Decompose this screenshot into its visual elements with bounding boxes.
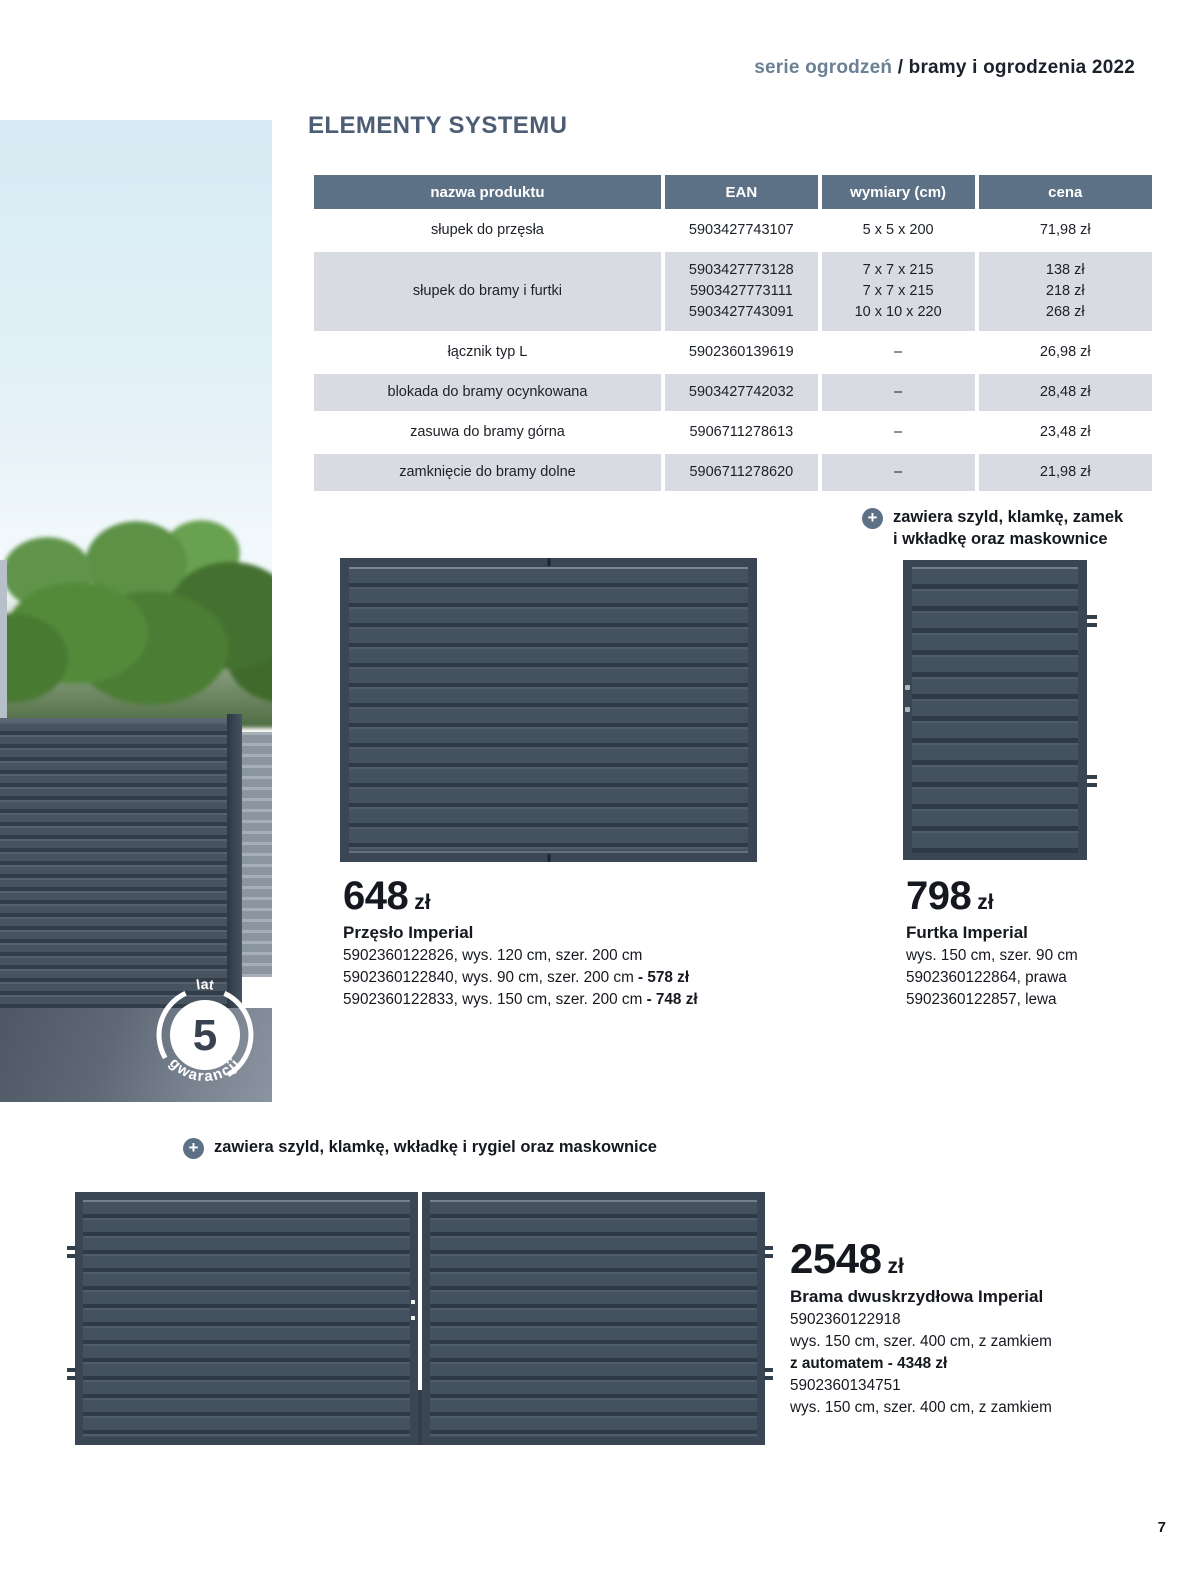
hinge-icon [1087, 615, 1097, 619]
brama-center-post [418, 1390, 422, 1445]
cell-dims: 7 x 7 x 215 7 x 7 x 215 10 x 10 x 220 [822, 252, 975, 331]
cell-price: 138 zł 218 zł 268 zł [979, 252, 1152, 331]
brama-variant: wys. 150 cm, szer. 400 cm, z zamkiem [790, 1333, 1052, 1351]
plus-icon: + [862, 508, 883, 529]
cell-price: 28,48 zł [979, 374, 1152, 411]
hinge-icon [67, 1368, 76, 1372]
handle-icon [905, 707, 910, 712]
hinge-icon [764, 1254, 773, 1258]
cell-name: łącznik typ L [314, 334, 661, 371]
cell-name: słupek do przęsła [314, 212, 661, 249]
cell-ean: 5903427773128 5903427773111 5903427743091 [665, 252, 818, 331]
cell-price: 71,98 zł [979, 212, 1152, 249]
furtka-image [903, 560, 1087, 860]
cell-price: 26,98 zł [979, 334, 1152, 371]
hinge-icon [67, 1254, 76, 1258]
col-header-name: nazwa produktu [314, 175, 661, 209]
przeslo-price-block [343, 876, 698, 1009]
brama-image [75, 1192, 765, 1445]
photo-fence-post [227, 714, 242, 1014]
cell-ean: 5906711278613 [665, 414, 818, 451]
handle-icon [905, 685, 910, 690]
fence-photo [0, 120, 272, 1102]
cell-price: 23,48 zł [979, 414, 1152, 451]
brama-left-panel [75, 1192, 418, 1445]
hinge-icon [1087, 623, 1097, 627]
cell-ean: 5906711278620 [665, 454, 818, 491]
note-furtka-text: zawiera szyld, klamkę, zamek i wkładkę oraz maskownice [893, 508, 1124, 549]
note-furtka [862, 506, 1123, 551]
przeslo-variant: 5902360122840, wys. 90 cm, szer. 200 cm - 578 zł [343, 969, 690, 987]
table-row [314, 334, 1152, 371]
furtka-name: Furtka Imperial [906, 923, 1028, 942]
photo-fence-far [242, 732, 272, 977]
svg-text:lat [195, 976, 215, 993]
cell-dims: 5 x 5 x 200 [822, 212, 975, 249]
hinge-icon [67, 1246, 76, 1250]
col-header-ean: EAN [665, 175, 818, 209]
furtka-price: 798 [906, 874, 972, 918]
badge-number: 5 [192, 1011, 218, 1060]
plus-icon: + [183, 1138, 204, 1159]
col-header-price: cena [979, 175, 1152, 209]
brama-price-block [790, 1235, 1052, 1418]
cell-ean: 5902360139619 [665, 334, 818, 371]
table-header-row [314, 175, 1152, 209]
lock-icon [411, 1316, 415, 1320]
brama-variant: 5902360122918 [790, 1311, 901, 1328]
furtka-variant: wys. 150 cm, szer. 90 cm [906, 947, 1078, 964]
mount-tick [547, 854, 550, 862]
breadcrumb-catalog: / bramy i ogrodzenia 2022 [897, 57, 1135, 78]
cell-name: zasuwa do bramy górna [314, 414, 661, 451]
badge-top-label: lat [195, 975, 215, 993]
mount-tick [547, 558, 550, 566]
brama-name: Brama dwuskrzydłowa Imperial [790, 1287, 1044, 1306]
cell-name: blokada do bramy ocynkowana [314, 374, 661, 411]
currency-label: zł [414, 891, 431, 914]
lock-icon [411, 1300, 415, 1304]
cell-price: 21,98 zł [979, 454, 1152, 491]
cell-dims: – [822, 414, 975, 451]
przeslo-image [340, 558, 757, 862]
cell-ean: 5903427743107 [665, 212, 818, 249]
table-row [314, 374, 1152, 411]
brama-price: 2548 [790, 1235, 882, 1282]
note-brama-text: zawiera szyld, klamkę, wkładkę i rygiel oraz maskownice [214, 1138, 657, 1156]
przeslo-price: 648 [343, 874, 409, 918]
photo-trees [0, 478, 272, 728]
furtka-variant: 5902360122864, prawa [906, 969, 1067, 987]
hinge-icon [764, 1368, 773, 1372]
hinge-icon [67, 1376, 76, 1380]
breadcrumb-series: serie ogrodzeń [754, 57, 898, 78]
hinge-icon [764, 1376, 773, 1380]
elements-table [310, 172, 1156, 494]
cell-dims: – [822, 374, 975, 411]
currency-label: zł [977, 891, 994, 914]
hinge-icon [1087, 775, 1097, 779]
brama-variant: 5902360134751 [790, 1377, 901, 1395]
brama-variant: z automatem - 4348 zł [790, 1355, 948, 1373]
table-row [314, 252, 1152, 331]
photo-fence [0, 718, 240, 1013]
currency-label: zł [887, 1255, 904, 1278]
przeslo-name: Przęsło Imperial [343, 923, 474, 942]
col-header-dims: wymiary (cm) [822, 175, 975, 209]
cell-dims: – [822, 334, 975, 371]
hinge-icon [764, 1246, 773, 1250]
furtka-price-block [906, 876, 1078, 1009]
badge-bottom-label: gwarancji [165, 1054, 245, 1086]
breadcrumb [754, 57, 1135, 79]
cell-ean: 5903427742032 [665, 374, 818, 411]
hinge-icon [1087, 783, 1097, 787]
brama-right-panel [422, 1192, 765, 1445]
cell-dims: – [822, 454, 975, 491]
table-row [314, 212, 1152, 249]
przeslo-variant: 5902360122833, wys. 150 cm, szer. 200 cm - 748 zł [343, 991, 698, 1009]
warranty-badge [145, 973, 265, 1093]
brama-variant: wys. 150 cm, szer. 400 cm, z zamkiem [790, 1399, 1052, 1417]
page-number: 7 [1157, 1519, 1166, 1536]
cell-name: słupek do bramy i furtki [314, 252, 661, 331]
przeslo-variant: 5902360122826, wys. 120 cm, szer. 200 cm [343, 947, 643, 964]
furtka-variant: 5902360122857, lewa [906, 991, 1057, 1009]
note-brama [183, 1136, 657, 1159]
cell-name: zamknięcie do bramy dolne [314, 454, 661, 491]
page-title: ELEMENTY SYSTEMU [308, 112, 568, 139]
table-row [314, 414, 1152, 451]
table-row [314, 454, 1152, 491]
